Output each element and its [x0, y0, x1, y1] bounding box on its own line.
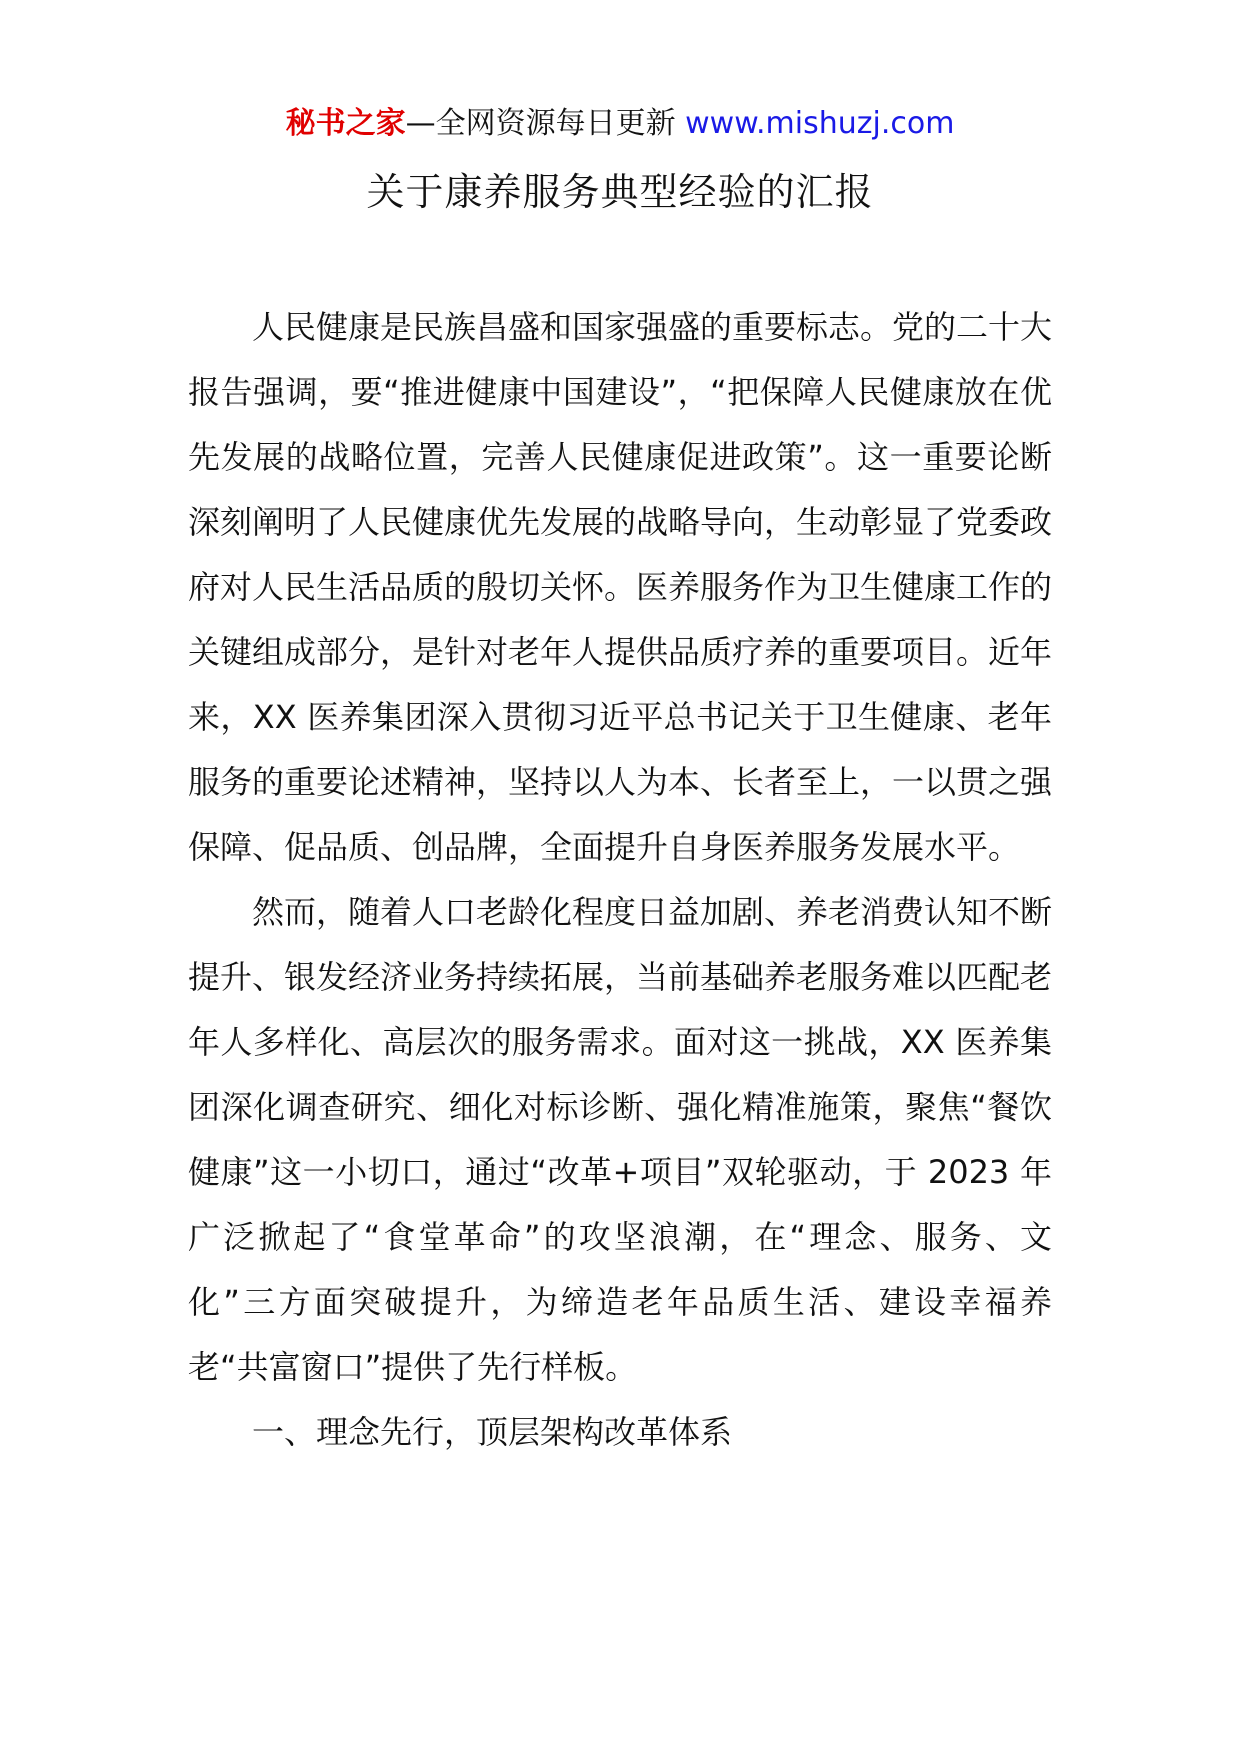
website-link[interactable]: www.mishuzj.com	[685, 106, 955, 141]
document-body	[188, 295, 1052, 1465]
body-paragraph: 然而，随着人口老龄化程度日益加剧、养老消费认知不断提升、银发经济业务持续拓展，当前基础养老服务难以匹配老年人多样化、高层次的服务需求。面对这一挑战，XX 医养集团深化调查研究、细化对标诊断、强化精准施策，聚焦“餐饮健康”这一小切口，通过“改革+项目”双轮驱动，于 2023 年广泛掀起了“食堂革命”的攻坚浪潮，在“理念、服务、文化”三方面突破提升，为缔造老年品质生活、建设幸福养老“共富窗口”提供了先行样板。	[188, 893, 1053, 1386]
document-title: 关于康养服务典型经验的汇报	[366, 170, 874, 214]
section-heading: 一、理念先行，顶层架构改革体系	[252, 1413, 733, 1451]
banner-tagline: —全网资源每日更新	[405, 106, 676, 141]
brand-name: 秘书之家	[285, 106, 406, 141]
site-banner	[0, 104, 1240, 144]
body-paragraph: 人民健康是民族昌盛和国家强盛的重要标志。党的二十大报告强调，要“推进健康中国建设”，“把保障人民健康放在优先发展的战略位置，完善人民健康促进政策”。这一重要论断深刻阐明了人民健康优先发展的战略导向，生动彰显了党委政府对人民生活品质的殷切关怀。医养服务作为卫生健康工作的关键组成部分，是针对老年人提供品质疗养的重要项目。近年来，XX 医养集团深入贯彻习近平总书记关于卫生健康、老年服务的重要论述精神，坚持以人为本、长者至上，一以贯之强保障、促品质、创品牌，全面提升自身医养服务发展水平。	[188, 308, 1053, 866]
